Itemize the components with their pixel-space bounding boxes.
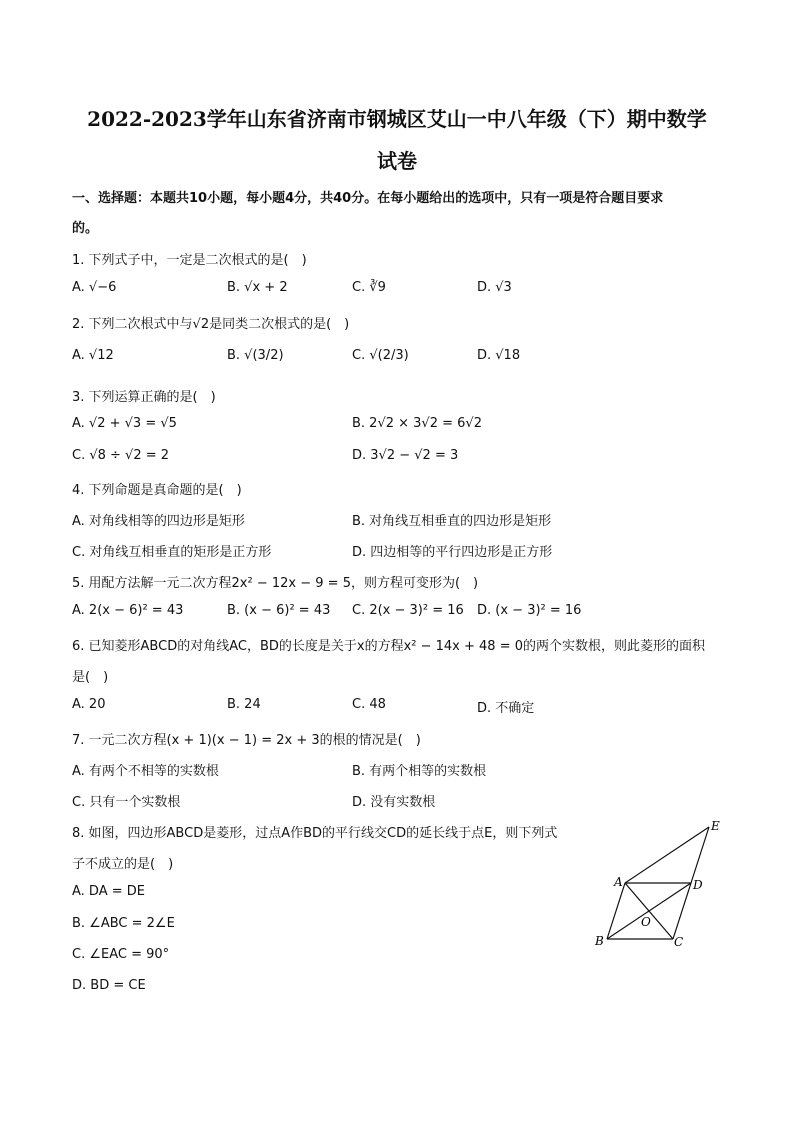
q3-stem: 3. 下列运算正确的是( ) [72, 390, 216, 405]
q5-stem: 5. 用配方法解一元二次方程2x² − 12x − 9 = 5，则方程可变形为( ) [72, 576, 479, 591]
q4-option-b: B. 对角线互相垂直的四边形是矩形 [352, 514, 552, 529]
q6-option-a: A. 20 [72, 697, 106, 712]
figure-label-o: O [641, 915, 651, 929]
q5-option-a: A. 2(x − 6)² = 43 [72, 603, 184, 618]
q5-option-d: D. (x − 3)² = 16 [477, 603, 582, 618]
q8-option-b: B. ∠ABC = 2∠E [72, 916, 175, 931]
figure-edge-cd [673, 883, 691, 939]
q2-stem: 2. 下列二次根式中与√2是同类二次根式的是( ) [72, 317, 350, 332]
q6-stem: 6. 已知菱形ABCD的对角线AC，BD的长度是关于x的方程x² − 14x + 48 = 0的两个实数根，则此菱形的面积 [72, 639, 705, 654]
q6-option-c: C. 48 [352, 697, 386, 712]
q2-option-d: D. √18 [477, 348, 521, 363]
q7-option-b: B. 有两个相等的实数根 [352, 764, 487, 779]
q4-option-d: D. 四边相等的平行四边形是正方形 [352, 545, 553, 560]
q7-option-a: A. 有两个不相等的实数根 [72, 764, 219, 779]
q4-option-a: A. 对角线相等的四边形是矩形 [72, 514, 245, 529]
exam-title-line1: 2022-2023学年山东省济南市钢城区艾山一中八年级（下）期中数学 [87, 107, 707, 131]
q1-option-c: C. ∛9 [352, 280, 386, 295]
q1-option-b: B. √x + 2 [227, 280, 288, 295]
q3-option-d: D. 3√2 − √2 = 3 [352, 448, 459, 463]
figure-label-b: B [595, 934, 604, 948]
figure-line-ae [625, 827, 709, 883]
q6-stem-cont: 是( ) [72, 670, 109, 685]
q2-option-c: C. √(2/3) [352, 348, 409, 363]
figure-edge-ab [607, 883, 625, 939]
q7-stem: 7. 一元二次方程(x + 1)(x − 1) = 2x + 3的根的情况是( ) [72, 733, 421, 748]
q8-stem-cont: 子不成立的是( ) [72, 857, 174, 872]
q8-option-c: C. ∠EAC = 90° [72, 947, 170, 962]
section-heading: 一、选择题：本题共10小题，每小题4分，共40分。在每小题给出的选项中，只有一项是符合题目要求 [72, 191, 664, 206]
q3-option-a: A. √2 + √3 = √5 [72, 416, 177, 431]
q2-option-a: A. √12 [72, 348, 114, 363]
q1-option-a: A. √−6 [72, 280, 117, 295]
figure-label-c: C [674, 935, 684, 949]
rhombus-figure [590, 815, 730, 955]
q2-option-b: B. √(3/2) [227, 348, 284, 363]
figure-diagonal-bd [607, 883, 691, 939]
figure-line-de [691, 827, 709, 883]
q6-option-b: B. 24 [227, 697, 261, 712]
figure-label-d: D [693, 878, 703, 892]
section-heading-cont: 的。 [72, 221, 99, 236]
q7-option-c: C. 只有一个实数根 [72, 795, 181, 810]
q4-stem: 4. 下列命题是真命题的是( ) [72, 483, 242, 498]
q5-option-b: B. (x − 6)² = 43 [227, 603, 331, 618]
q8-stem: 8. 如图，四边形ABCD是菱形，过点A作BD的平行线交CD的延长线于点E，则下列式 [72, 826, 558, 841]
figure-label-a: A [614, 875, 623, 889]
q1-option-d: D. √3 [477, 280, 512, 295]
q8-option-a: A. DA = DE [72, 884, 145, 899]
q8-option-d: D. BD = CE [72, 978, 146, 993]
q5-option-c: C. 2(x − 3)² = 16 [352, 603, 464, 618]
figure-label-e: E [711, 819, 720, 833]
q1-stem: 1. 下列式子中，一定是二次根式的是( ) [72, 253, 307, 268]
q7-option-d: D. 没有实数根 [352, 795, 436, 810]
q6-option-d: D. 不确定 [477, 701, 535, 716]
q3-option-c: C. √8 ÷ √2 = 2 [72, 448, 170, 463]
exam-title-line2: 试卷 [377, 149, 417, 173]
q3-option-b: B. 2√2 × 3√2 = 6√2 [352, 416, 482, 431]
q4-option-c: C. 对角线互相垂直的矩形是正方形 [72, 545, 272, 560]
